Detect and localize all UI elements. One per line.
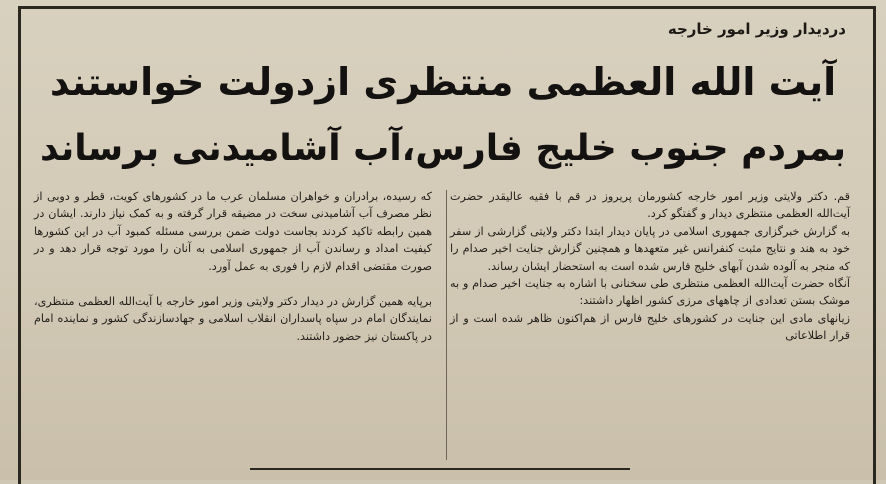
- column-divider: [446, 190, 447, 460]
- article-column-right: [450, 188, 850, 345]
- article-column-left: [34, 188, 432, 345]
- paragraph: قم. دکتر ولایتی وزیر امور خارجه کشورمان پریروز در قم با فقیه عالیقدر حضرت آیت‌الله العظمی منتظری دیدار و گفتگو کرد.: [450, 190, 850, 221]
- paragraph: به گزارش خبرگزاری جمهوری اسلامی در پایان دیدار ابتدا دکتر ولایتی گزارشی از سفر خود به هند و نتایج مثبت کنفرانس غیر متعهدها و همچنین گزارش جنایت اخیر صدام را که منجر به آلوده شدن آبهای خلیج فارس شده است به استحضار ایشان رساند.: [450, 224, 850, 273]
- paragraph: آنگاه حضرت آیت‌الله العظمی منتظری طی سخنانی با اشاره به جنایت اخیر صدام و به موشک بستن تعدادی از چاههای مرزی کشور اظهار داشتند:: [450, 277, 850, 308]
- paragraph: که رسیده، برادران و خواهران مسلمان عرب ما در کشورهای کویت، قطر و دوبی از نظر مصرف آب آشامیدنی سخت در مضیقه قرار گرفته و به کمک نیاز دارند. ایشان در همین رابطه تاکید کردند بجاست دولت ضمن بررسی مسئله کمبود آب در این کشورها کیفیت امداد و رساندن آب از جمهوری اسلامی به آنان را مورد توجه قرار دهد و در صورت مقتضی اقدام لازم را فوری به عمل آورد.: [34, 190, 432, 273]
- headline-line-1: آیت الله العظمی منتظری ازدولت خواستند: [49, 60, 837, 104]
- headline-line-2: بمردم جنوب خلیج فارس،آب آشامیدنی برساند: [39, 128, 847, 169]
- article-kicker: دردیدار وزیر امور خارجه: [667, 20, 846, 38]
- bottom-rule: [250, 468, 630, 470]
- paragraph: زیانهای مادی این جنایت در کشورهای خلیج فارس از هم‌اکنون ظاهر شده است و از قرار اطلاعاتی: [450, 311, 850, 343]
- paragraph: برپایه همین گزارش در دیدار دکتر ولایتی وزیر امور خارجه با آیت‌الله العظمی منتظری، نمایندگان امام در سپاه پاسداران انقلاب اسلامی و جهادسازندگی کشور و نماینده امام در پاکستان نیز حضور داشتند.: [34, 295, 432, 343]
